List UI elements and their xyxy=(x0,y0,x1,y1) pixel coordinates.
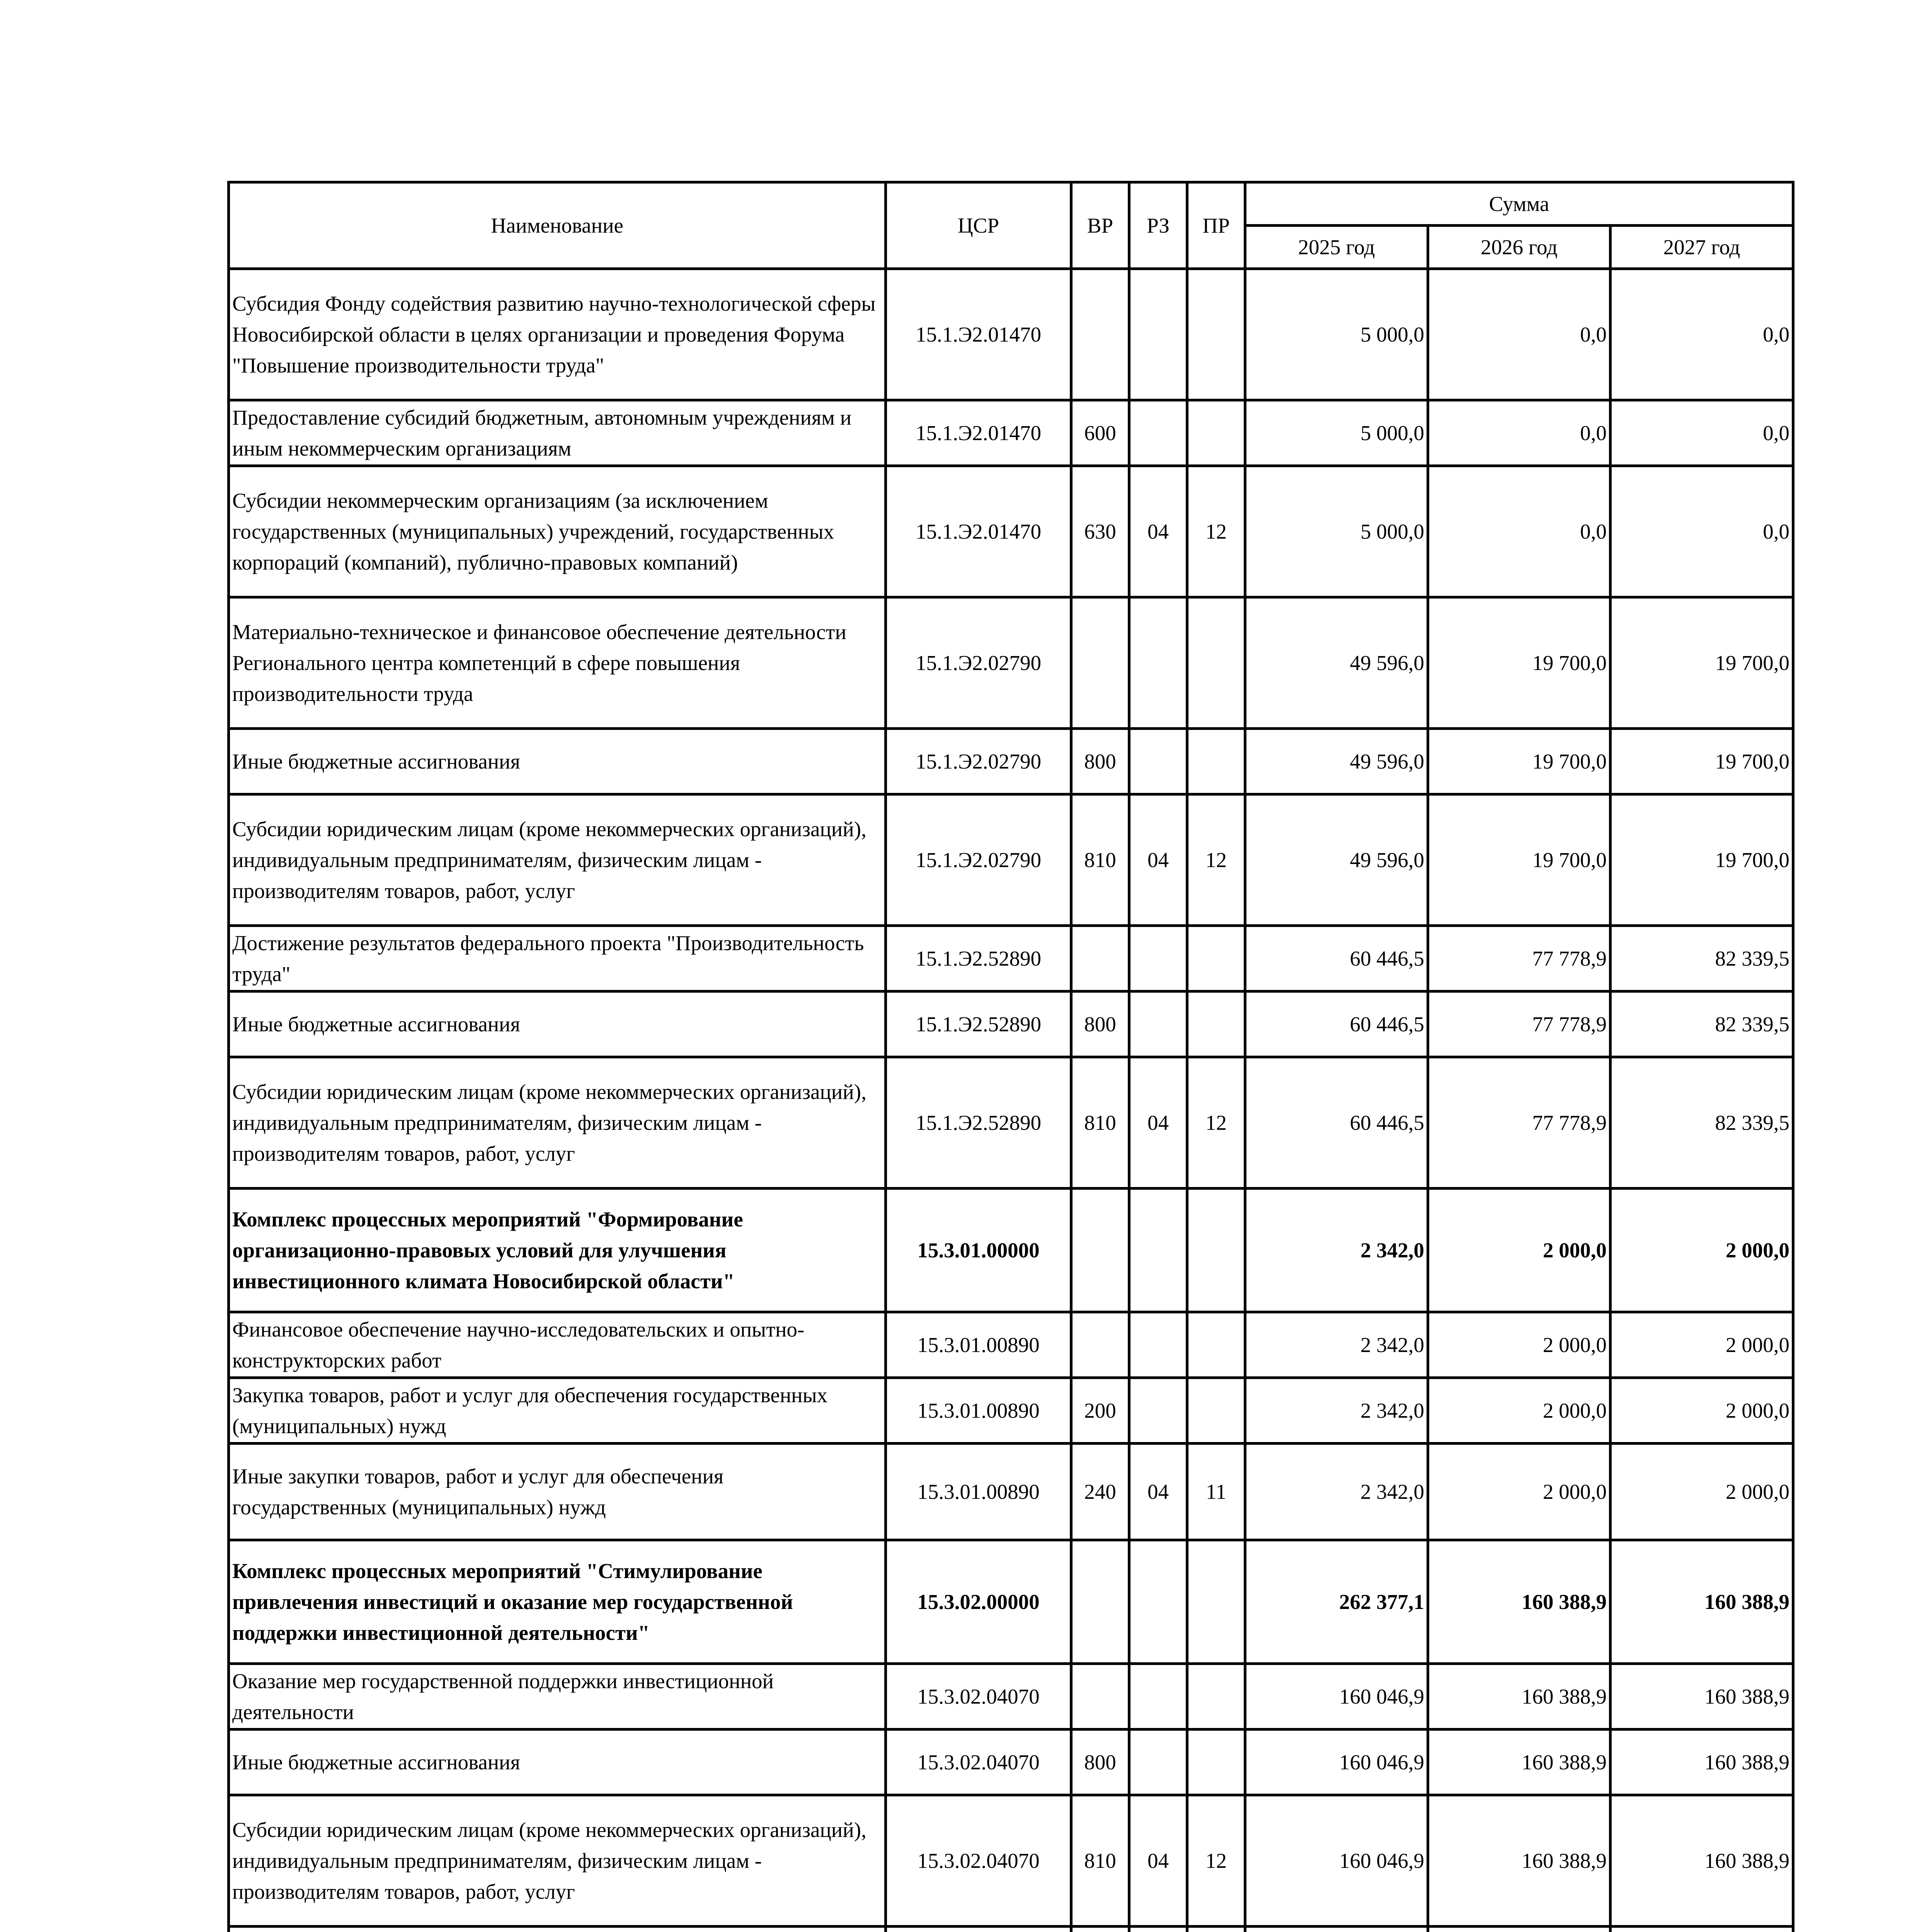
row-sum-2026: 77 778,9 xyxy=(1428,1057,1611,1189)
row-csr: 15.3.01.00890 xyxy=(886,1312,1071,1378)
table-row xyxy=(229,269,1793,400)
row-pr xyxy=(1187,992,1245,1057)
row-rz: 04 xyxy=(1129,794,1187,926)
row-name: Субсидии некоммерческим организациям (за исключением государственных (муниципальных) учреждений, государственных корпораций (компаний), публично-правовых компаний) xyxy=(229,466,886,597)
row-sum-2026: 2 000,0 xyxy=(1428,1189,1611,1312)
row-csr: 15.1.Э2.52890 xyxy=(886,926,1071,992)
row-sum-2025: 160 046,9 xyxy=(1245,1730,1428,1795)
row-pr: 11 xyxy=(1187,1444,1245,1540)
header-2026: 2026 год xyxy=(1428,226,1611,269)
row-vr: 810 xyxy=(1071,794,1129,926)
row-pr: 12 xyxy=(1187,466,1245,597)
row-vr: 240 xyxy=(1071,1444,1129,1540)
row-pr: 12 xyxy=(1187,794,1245,926)
row-pr xyxy=(1187,1189,1245,1312)
row-sum-2025: 60 446,5 xyxy=(1245,1057,1428,1189)
row-name: Достижение результатов федерального проекта "Производительность труда" xyxy=(229,926,886,992)
row-rz xyxy=(1129,1312,1187,1378)
row-rz: 04 xyxy=(1129,466,1187,597)
row-vr xyxy=(1071,1312,1129,1378)
row-name: Субсидии юридическим лицам (кроме некоммерческих организаций), индивидуальным предпринимателям, физическим лицам - производителям товаров, работ, услуг xyxy=(229,794,886,926)
row-sum-2025: 2 342,0 xyxy=(1245,1312,1428,1378)
row-rz: 04 xyxy=(1129,1444,1187,1540)
row-sum-2025: 160 046,9 xyxy=(1245,1664,1428,1730)
row-csr: 15.3.01.00890 xyxy=(886,1444,1071,1540)
row-sum-2026: 160 388,9 xyxy=(1428,1795,1611,1927)
row-csr xyxy=(886,1927,1071,1932)
row-vr xyxy=(1071,1927,1129,1932)
row-sum-2027: 82 339,5 xyxy=(1611,992,1793,1057)
row-pr xyxy=(1187,1378,1245,1444)
row-sum-2027: 82 339,5 xyxy=(1611,926,1793,992)
row-csr: 15.3.01.00000 xyxy=(886,1189,1071,1312)
table-row-section xyxy=(229,1540,1793,1664)
row-rz xyxy=(1129,1189,1187,1312)
row-csr: 15.1.Э2.52890 xyxy=(886,1057,1071,1189)
table-row xyxy=(229,1378,1793,1444)
row-pr xyxy=(1187,1664,1245,1730)
row-name: Иные бюджетные ассигнования xyxy=(229,1730,886,1795)
row-sum-2025: 49 596,0 xyxy=(1245,729,1428,794)
row-sum-2027: 19 700,0 xyxy=(1611,729,1793,794)
row-rz xyxy=(1129,729,1187,794)
row-rz xyxy=(1129,926,1187,992)
row-sum-2025: 2 342,0 xyxy=(1245,1189,1428,1312)
row-pr: 12 xyxy=(1187,1057,1245,1189)
row-name: Комплекс процессных мероприятий "Формирование организационно-правовых условий для улучшения инвестиционного климата Новосибирской области" xyxy=(229,1189,886,1312)
table-row xyxy=(229,466,1793,597)
header-2025: 2025 год xyxy=(1245,226,1428,269)
row-sum-2025: 60 446,5 xyxy=(1245,926,1428,992)
table-row xyxy=(229,1927,1793,1932)
row-sum-2026: 160 388,9 xyxy=(1428,1730,1611,1795)
row-name: Предоставление субсидий бюджетным, автономным учреждениям и иным некоммерческим организациям xyxy=(229,400,886,466)
row-name: Субсидии юридическим лицам (кроме некоммерческих организаций), индивидуальным предпринимателям, физическим лицам - производителям товаров, работ, услуг xyxy=(229,1057,886,1189)
table-row xyxy=(229,992,1793,1057)
row-name: Закупка товаров, работ и услуг для обеспечения государственных (муниципальных) нужд xyxy=(229,1378,886,1444)
table-row xyxy=(229,1730,1793,1795)
row-pr xyxy=(1187,269,1245,400)
row-csr: 15.3.02.04070 xyxy=(886,1730,1071,1795)
row-sum-2027: 0,0 xyxy=(1611,269,1793,400)
row-sum-2025: 262 377,1 xyxy=(1245,1540,1428,1664)
table-row xyxy=(229,1312,1793,1378)
row-vr: 810 xyxy=(1071,1057,1129,1189)
row-rz: 04 xyxy=(1129,1057,1187,1189)
row-sum-2027: 2 000,0 xyxy=(1611,1312,1793,1378)
row-name xyxy=(229,1927,886,1932)
row-rz xyxy=(1129,1378,1187,1444)
row-rz xyxy=(1129,269,1187,400)
row-sum-2027: 2 000,0 xyxy=(1611,1378,1793,1444)
row-sum-2027: 160 388,9 xyxy=(1611,1664,1793,1730)
row-name: Иные бюджетные ассигнования xyxy=(229,992,886,1057)
table-row xyxy=(229,597,1793,729)
row-sum-2027: 19 700,0 xyxy=(1611,794,1793,926)
header-sum: Сумма xyxy=(1245,182,1793,226)
row-csr: 15.3.01.00890 xyxy=(886,1378,1071,1444)
row-vr xyxy=(1071,926,1129,992)
row-sum-2027: 19 700,0 xyxy=(1611,597,1793,729)
table-row xyxy=(229,729,1793,794)
row-rz xyxy=(1129,1927,1187,1932)
row-sum-2027: 160 388,9 xyxy=(1611,1540,1793,1664)
row-sum-2026: 0,0 xyxy=(1428,400,1611,466)
table-row-section xyxy=(229,1189,1793,1312)
row-sum-2026: 19 700,0 xyxy=(1428,729,1611,794)
row-sum-2026: 160 388,9 xyxy=(1428,1664,1611,1730)
row-csr: 15.3.02.00000 xyxy=(886,1540,1071,1664)
row-name: Оказание мер государственной поддержки инвестиционной деятельности xyxy=(229,1664,886,1730)
table-row xyxy=(229,1795,1793,1927)
table-row xyxy=(229,400,1793,466)
row-sum-2025: 5 000,0 xyxy=(1245,269,1428,400)
row-csr: 15.1.Э2.02790 xyxy=(886,729,1071,794)
row-sum-2026: 0,0 xyxy=(1428,466,1611,597)
row-pr xyxy=(1187,1312,1245,1378)
row-sum-2025 xyxy=(1245,1927,1428,1932)
table-row xyxy=(229,1664,1793,1730)
row-pr xyxy=(1187,1730,1245,1795)
row-pr xyxy=(1187,729,1245,794)
row-rz xyxy=(1129,1664,1187,1730)
header-name: Наименование xyxy=(229,182,886,269)
row-vr: 600 xyxy=(1071,400,1129,466)
row-vr xyxy=(1071,269,1129,400)
row-sum-2025: 2 342,0 xyxy=(1245,1378,1428,1444)
row-sum-2026: 0,0 xyxy=(1428,269,1611,400)
row-sum-2027: 2 000,0 xyxy=(1611,1444,1793,1540)
row-sum-2027: 0,0 xyxy=(1611,466,1793,597)
row-vr: 810 xyxy=(1071,1795,1129,1927)
row-sum-2026: 2 000,0 xyxy=(1428,1312,1611,1378)
row-sum-2027: 160 388,9 xyxy=(1611,1730,1793,1795)
row-sum-2026: 77 778,9 xyxy=(1428,992,1611,1057)
row-pr xyxy=(1187,1540,1245,1664)
header-2027: 2027 год xyxy=(1611,226,1793,269)
row-name: Материально-техническое и финансовое обеспечение деятельности Регионального центра компетенций в сфере повышения производительности труда xyxy=(229,597,886,729)
row-sum-2025: 60 446,5 xyxy=(1245,992,1428,1057)
table-row xyxy=(229,1444,1793,1540)
row-sum-2025: 49 596,0 xyxy=(1245,597,1428,729)
row-csr: 15.1.Э2.01470 xyxy=(886,466,1071,597)
row-name: Субсидия Фонду содействия развитию научно-технологической сферы Новосибирской области в целях организации и проведения Форума "Повышение производительности труда" xyxy=(229,269,886,400)
row-sum-2026 xyxy=(1428,1927,1611,1932)
header-rz: РЗ xyxy=(1129,182,1187,269)
row-csr: 15.3.02.04070 xyxy=(886,1664,1071,1730)
row-sum-2026: 19 700,0 xyxy=(1428,794,1611,926)
row-rz: 04 xyxy=(1129,1795,1187,1927)
row-rz xyxy=(1129,597,1187,729)
row-pr xyxy=(1187,400,1245,466)
row-pr xyxy=(1187,926,1245,992)
row-sum-2026: 19 700,0 xyxy=(1428,597,1611,729)
row-rz xyxy=(1129,400,1187,466)
row-csr: 15.3.02.04070 xyxy=(886,1795,1071,1927)
row-pr xyxy=(1187,597,1245,729)
table-header xyxy=(229,182,1793,269)
row-vr xyxy=(1071,1540,1129,1664)
header-pr: ПР xyxy=(1187,182,1245,269)
row-vr: 800 xyxy=(1071,729,1129,794)
row-vr xyxy=(1071,597,1129,729)
row-pr xyxy=(1187,1927,1245,1932)
row-csr: 15.1.Э2.01470 xyxy=(886,400,1071,466)
row-name: Иные бюджетные ассигнования xyxy=(229,729,886,794)
row-csr: 15.1.Э2.02790 xyxy=(886,597,1071,729)
row-sum-2025: 49 596,0 xyxy=(1245,794,1428,926)
row-sum-2027: 0,0 xyxy=(1611,400,1793,466)
row-pr: 12 xyxy=(1187,1795,1245,1927)
row-name: Финансовое обеспечение научно-исследовательских и опытно-конструкторских работ xyxy=(229,1312,886,1378)
row-vr: 630 xyxy=(1071,466,1129,597)
row-vr: 800 xyxy=(1071,992,1129,1057)
row-sum-2026: 77 778,9 xyxy=(1428,926,1611,992)
row-csr: 15.1.Э2.02790 xyxy=(886,794,1071,926)
row-vr xyxy=(1071,1664,1129,1730)
row-vr xyxy=(1071,1189,1129,1312)
row-rz xyxy=(1129,992,1187,1057)
row-sum-2025: 5 000,0 xyxy=(1245,466,1428,597)
row-vr: 200 xyxy=(1071,1378,1129,1444)
row-vr: 800 xyxy=(1071,1730,1129,1795)
budget-table xyxy=(227,181,1794,1932)
row-name: Иные закупки товаров, работ и услуг для обеспечения государственных (муниципальных) нужд xyxy=(229,1444,886,1540)
row-sum-2025: 2 342,0 xyxy=(1245,1444,1428,1540)
row-rz xyxy=(1129,1730,1187,1795)
table-row xyxy=(229,794,1793,926)
row-csr: 15.1.Э2.52890 xyxy=(886,992,1071,1057)
row-sum-2026: 2 000,0 xyxy=(1428,1378,1611,1444)
row-name: Комплекс процессных мероприятий "Стимулирование привлечения инвестиций и оказание мер государственной поддержки инвестиционной деятельности" xyxy=(229,1540,886,1664)
table-row xyxy=(229,926,1793,992)
row-sum-2027 xyxy=(1611,1927,1793,1932)
row-sum-2027: 82 339,5 xyxy=(1611,1057,1793,1189)
row-sum-2027: 160 388,9 xyxy=(1611,1795,1793,1927)
row-sum-2027: 2 000,0 xyxy=(1611,1189,1793,1312)
table-row xyxy=(229,1057,1793,1189)
header-vr: ВР xyxy=(1071,182,1129,269)
row-csr: 15.1.Э2.01470 xyxy=(886,269,1071,400)
row-sum-2025: 160 046,9 xyxy=(1245,1795,1428,1927)
row-sum-2026: 2 000,0 xyxy=(1428,1444,1611,1540)
row-sum-2026: 160 388,9 xyxy=(1428,1540,1611,1664)
row-rz xyxy=(1129,1540,1187,1664)
row-sum-2025: 5 000,0 xyxy=(1245,400,1428,466)
table-body xyxy=(229,269,1793,1932)
row-name: Субсидии юридическим лицам (кроме некоммерческих организаций), индивидуальным предпринимателям, физическим лицам - производителям товаров, работ, услуг xyxy=(229,1795,886,1927)
header-csr: ЦСР xyxy=(886,182,1071,269)
